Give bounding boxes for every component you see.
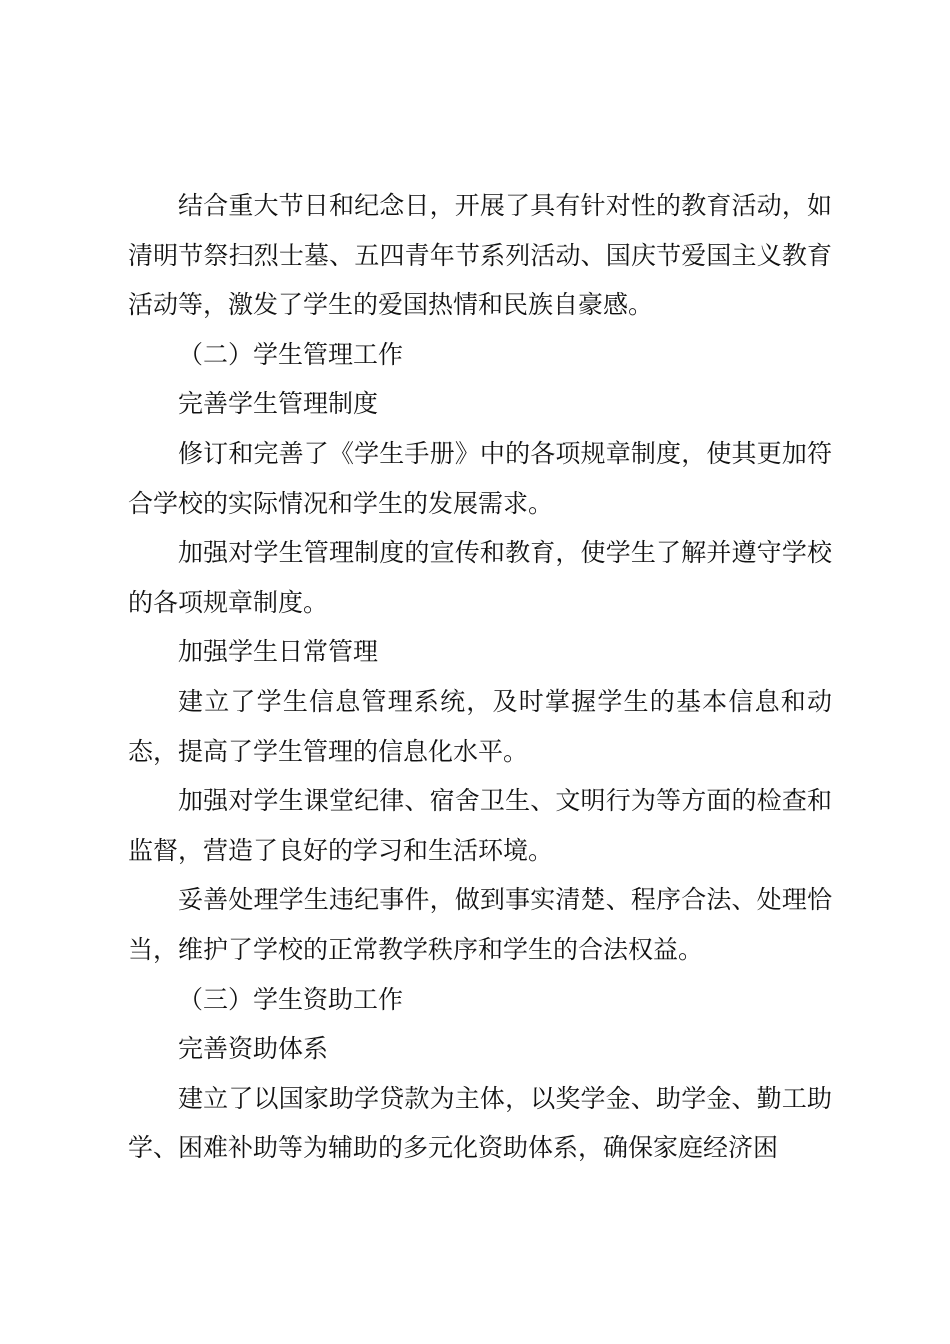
section-heading-student-aid: （三）学生资助工作	[178, 984, 404, 1014]
paragraph-handbook-revision: 修订和完善了《学生手册》中的各项规章制度，使其更加符合学校的实际情况和学生的发展需求。	[128, 438, 832, 518]
sub-heading-aid-system: 完善资助体系	[178, 1034, 329, 1064]
paragraph-rules-publicity: 加强对学生管理制度的宣传和教育，使学生了解并遵守学校的各项规章制度。	[128, 538, 832, 617]
section-heading-student-management: （二）学生管理工作	[178, 339, 404, 369]
document-body	[128, 181, 832, 1173]
paragraph-inspection: 加强对学生课堂纪律、宿舍卫生、文明行为等方面的检查和监督，营造了良好的学习和生活环境。	[128, 786, 832, 865]
paragraph-discipline: 妥善处理学生违纪事件，做到事实清楚、程序合法、处理恰当，维护了学校的正常教学秩序和学生的合法权益。	[128, 885, 832, 964]
paragraph-aid-system: 建立了以国家助学贷款为主体，以奖学金、助学金、勤工助学、困难补助等为辅助的多元化资助体系，确保家庭经济困	[128, 1083, 832, 1163]
sub-heading-management-system: 完善学生管理制度	[178, 389, 379, 419]
paragraph-holiday-education: 结合重大节日和纪念日，开展了具有针对性的教育活动，如清明节祭扫烈士墓、五四青年节系列活动、国庆节爱国主义教育活动等，激发了学生的爱国热情和民族自豪感。	[128, 191, 832, 320]
paragraph-info-system: 建立了学生信息管理系统，及时掌握学生的基本信息和动态，提高了学生管理的信息化水平。	[128, 686, 832, 766]
sub-heading-daily-management: 加强学生日常管理	[178, 637, 379, 667]
